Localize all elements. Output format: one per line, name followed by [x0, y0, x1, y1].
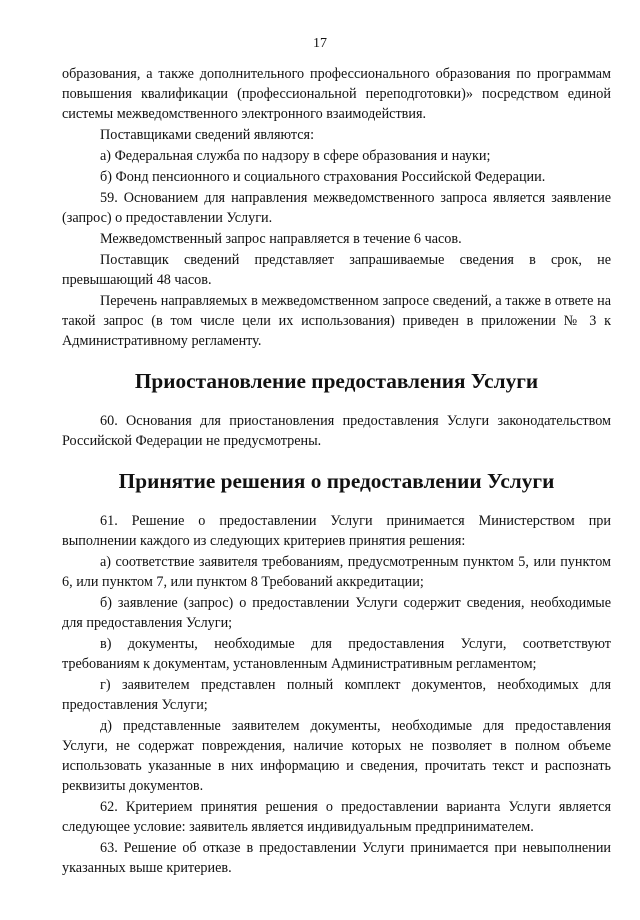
paragraph-provider-a: а) Федеральная служба по надзору в сфере образования и науки; [100, 148, 491, 164]
section-heading-suspension: Приостановление предоставления Услуги [134, 369, 539, 393]
paragraph-61-g: г) заявителем представлен полный комплект документов, необходимых для предоставления Услуги; [62, 677, 611, 713]
page-number: 17 [313, 36, 327, 51]
document-body [62, 64, 611, 878]
paragraph-61-b: б) заявление (запрос) о предоставлении Услуги содержит сведения, необходимые для предоставления Услуги; [62, 595, 611, 631]
paragraph-61-v: в) документы, необходимые для предоставления Услуги, соответствуют требованиям к документам, установленным Административным регламентом; [62, 636, 611, 672]
paragraph-62: 62. Критерием принятия решения о предоставлении варианта Услуги является следующее условие: заявитель является индивидуальным предпринимателем. [62, 799, 611, 835]
paragraph-request-list: Перечень направляемых в межведомственном запросе сведений, а также в ответе на такой запрос (в том числе цели их использования) приведен в приложении № 3 к Административному регламенту. [62, 293, 611, 349]
paragraph-provider-b: б) Фонд пенсионного и социального страхования Российской Федерации. [100, 169, 546, 185]
paragraph-61-d: д) представленные заявителем документы, необходимые для предоставления Услуги, не содержат повреждения, наличие которых не позволяет в полном объеме использовать указанные в них информацию и сведения, прочитать текст и распознать реквизиты документов. [62, 718, 611, 794]
section-heading-decision: Принятие решения о предоставлении Услуги [118, 469, 555, 493]
paragraph-provider-deadline: Поставщик сведений представляет запрашиваемые сведения в срок, не превышающий 48 часов. [62, 252, 611, 288]
paragraph-61: 61. Решение о предоставлении Услуги принимается Министерством при выполнении каждого из следующих критериев принятия решения: [62, 513, 611, 549]
paragraph-60: 60. Основания для приостановления предоставления Услуги законодательством Российской Федерации не предусмотрены. [62, 413, 611, 449]
paragraph-61-a: а) соответствие заявителя требованиям, предусмотренным пунктом 5, или пунктом 6, или пунктом 7, или пунктом 8 Требований аккредитации; [62, 554, 611, 590]
paragraph-59: 59. Основанием для направления межведомственного запроса является заявление (запрос) о предоставлении Услуги. [62, 190, 611, 226]
paragraph-request-timing: Межведомственный запрос направляется в течение 6 часов. [100, 231, 462, 247]
paragraph-providers-intro: Поставщиками сведений являются: [100, 127, 315, 143]
paragraph-continuation: образования, а также дополнительного профессионального образования по программам повышения квалификации (профессиональной переподготовки)» посредством единой системы межведомственного электронного взаимодействия. [62, 66, 611, 122]
paragraph-63: 63. Решение об отказе в предоставлении Услуги принимается при невыполнении указанных выше критериев. [62, 840, 611, 876]
